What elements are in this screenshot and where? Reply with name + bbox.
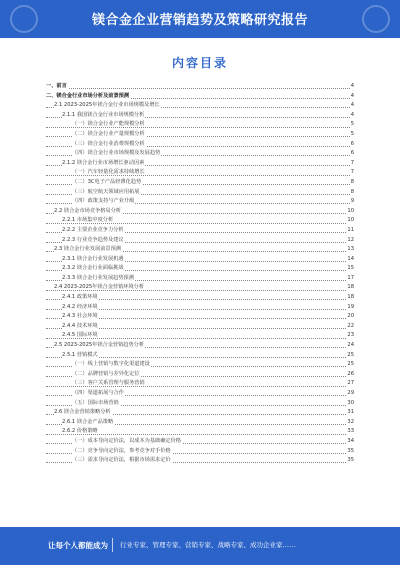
toc-entry[interactable] — [46, 236, 354, 246]
toc-entry-page: 10 — [346, 216, 354, 226]
toc-entry-page: 31 — [346, 408, 354, 418]
toc-entry-title: （二）镁合金行业产量规模分析 — [72, 130, 145, 137]
toc-entry[interactable] — [46, 274, 354, 284]
toc-entry-page: 14 — [346, 255, 354, 265]
toc-entry-title: （四）镁合金行业市场规模及发展趋势 — [72, 150, 161, 157]
toc-entry-title: （一）镁合金行业产能规模分析 — [72, 121, 145, 128]
toc-entry-page: 8 — [350, 188, 354, 198]
toc-entry[interactable] — [46, 178, 354, 188]
toc-entry-title: 2.6.1 镁合金产品策略 — [62, 418, 114, 425]
toc-heading: 内容目录 — [171, 56, 228, 70]
toc-entry[interactable] — [46, 264, 354, 274]
toc-entry-page: 5 — [350, 130, 354, 140]
page-footer — [0, 527, 400, 565]
toc-entry-page: 23 — [346, 331, 354, 341]
toc-entry[interactable] — [46, 207, 354, 217]
toc-entry[interactable] — [46, 303, 354, 313]
toc-entry-title: （二）品牌营销与差异化定位 — [72, 370, 140, 377]
toc-entry-title: （三）镁合金行业消费规模分析 — [72, 140, 145, 147]
toc-entry[interactable] — [46, 322, 354, 332]
toc-entry-title: （三）需求导向定价法，根据市场需求定价 — [72, 457, 171, 464]
toc-entry-page: 35 — [346, 456, 354, 466]
toc-entry[interactable] — [46, 437, 354, 447]
toc-entry-title: 2.2 镁合金市场竞争格局分析 — [54, 207, 121, 214]
toc-entry[interactable] — [46, 159, 354, 169]
report-title: 镁合金企业营销趋势及策略研究报告 — [91, 13, 308, 28]
header-decoration — [362, 5, 390, 33]
toc-entry-page: 34 — [346, 437, 354, 447]
toc-entry-page: 20 — [346, 312, 354, 322]
toc-entry-title: 2.1.2 镁合金行业市场增长驱动因素 — [62, 159, 145, 166]
toc-entry-page: 13 — [346, 245, 354, 255]
toc-entry-title: 一、前言 — [46, 83, 67, 89]
toc-entry-page: 11 — [346, 226, 354, 236]
toc-entry-title: 2.1 2023-2025年镁合金行业市场规模及增长 — [54, 102, 160, 109]
toc-entry-page: 30 — [346, 399, 354, 409]
toc-entry-title: 2.4.5 国际环境 — [62, 332, 98, 339]
toc-entry-page: 27 — [346, 379, 354, 389]
toc-entry-title: （五）国际市场营销 — [72, 399, 119, 406]
toc-entry-page: 7 — [350, 159, 354, 169]
toc-entry-page: 24 — [346, 341, 354, 351]
toc-entry-title: 2.5 2023-2025年镁合金营销趋势分析 — [54, 342, 145, 349]
toc-entry-page: 12 — [346, 236, 354, 246]
toc-entry-title: 2.2.3 行业竞争趋势及建议 — [62, 236, 124, 243]
toc-entry-page: 10 — [346, 207, 354, 217]
toc-entry-title: 2.3.2 镁合金行业面临挑战 — [62, 265, 124, 272]
toc-entry-page: 6 — [350, 149, 354, 159]
toc-entry[interactable] — [46, 399, 354, 409]
toc-entry-title: 2.1.1 我国镁合金行业市场规模分析 — [62, 111, 145, 118]
toc-entry-title: （二）竞争导向定价法，参考竞争对手价格 — [72, 447, 171, 454]
toc-entry-page: 15 — [346, 264, 354, 274]
toc-entry-page: 29 — [346, 389, 354, 399]
toc-entry-title: （一）线上营销与数字化渠道建设 — [72, 361, 150, 368]
toc-entry-title: 2.3.3 镁合金行业发展趋势预测 — [62, 274, 134, 281]
toc-entry[interactable] — [46, 331, 354, 341]
toc-entry[interactable] — [46, 379, 354, 389]
toc-entry-title: 2.5.1 营销模式 — [62, 351, 98, 358]
toc-entry-title: 2.4.4 技术环境 — [62, 322, 98, 329]
toc-entry[interactable] — [46, 216, 354, 226]
toc-entry-title: 2.2.1 市场集中度分析 — [62, 217, 114, 224]
toc-entry-title: （三）航空航天领域应用拓展 — [72, 188, 140, 195]
toc-entry[interactable] — [46, 408, 354, 418]
toc-entry-title: （一）成本导向定价法，以成本为基础确定价格 — [72, 437, 181, 444]
toc-entry-title: 2.4.2 经济环境 — [62, 303, 98, 310]
toc-entry[interactable] — [46, 92, 354, 102]
toc-entry-title: 2.4.3 社会环境 — [62, 313, 98, 320]
toc-entry-page: 26 — [346, 370, 354, 380]
toc-entry-page: 35 — [346, 447, 354, 457]
toc-entry[interactable] — [46, 101, 354, 111]
toc-entry-title: （三）客户关系管理与服务营销 — [72, 380, 145, 387]
toc-entry-page: 7 — [350, 168, 354, 178]
toc-entry-title: 2.4.1 政策环境 — [62, 294, 98, 301]
report-header — [0, 0, 400, 38]
toc-entry[interactable] — [46, 427, 354, 437]
toc-entry-title: 二、镁合金行业市场分析及前景预测 — [46, 92, 130, 99]
toc-entry[interactable] — [46, 130, 354, 140]
toc-entry[interactable] — [46, 447, 354, 457]
toc-entry-title: 2.4 2023-2025年镁合金营销环境分析 — [54, 284, 145, 291]
toc-entry[interactable] — [46, 370, 354, 380]
toc-entry-page: 25 — [346, 360, 354, 370]
toc-entry[interactable] — [46, 389, 354, 399]
toc-entry-page: 18 — [346, 283, 354, 293]
toc-entry[interactable] — [46, 418, 354, 428]
toc-entry[interactable] — [46, 283, 354, 293]
toc-entry-page: 4 — [350, 82, 354, 92]
toc-entry[interactable] — [46, 456, 354, 466]
toc-entry-title: （一）汽车轻量化需求持续增长 — [72, 169, 145, 176]
toc-entry-page: 19 — [346, 303, 354, 313]
toc-entry-page: 22 — [346, 322, 354, 332]
toc-entry-page: 4 — [350, 111, 354, 121]
toc-entry[interactable] — [46, 82, 354, 92]
toc-entry[interactable] — [46, 168, 354, 178]
toc-entry-page: 4 — [350, 92, 354, 102]
toc-entry[interactable] — [46, 341, 354, 351]
toc-entry[interactable] — [46, 226, 354, 236]
toc-entry-page: 18 — [346, 293, 354, 303]
toc-entry-title: （二）3C电子产品轻薄化趋势 — [72, 178, 142, 185]
toc-entry[interactable] — [46, 120, 354, 130]
toc-entry-page: 8 — [350, 178, 354, 188]
toc-entry-title: 2.3 镁合金行业发展前景预测 — [54, 246, 121, 253]
toc-entry-title: 2.3.1 镁合金行业发展机遇 — [62, 255, 124, 262]
toc-entry-title: 2.6 镁合金营销策略分析 — [54, 409, 111, 416]
toc-entry[interactable] — [46, 312, 354, 322]
toc-entry[interactable] — [46, 149, 354, 159]
toc-entry-page: 32 — [346, 418, 354, 428]
toc-entry-page: 33 — [346, 427, 354, 437]
footer-slogan: 让每个人都能成为 — [48, 541, 108, 550]
footer-divider — [112, 538, 113, 552]
toc-entry[interactable] — [46, 293, 354, 303]
toc-entry-title: 2.6.2 价格策略 — [62, 428, 98, 435]
toc-entry-page: 25 — [346, 351, 354, 361]
toc-entry-page: 17 — [346, 274, 354, 284]
toc-entry-page: 9 — [350, 197, 354, 207]
toc-entry[interactable] — [46, 255, 354, 265]
toc-entry-title: （四）渠道拓展与合作 — [72, 390, 124, 396]
toc-entry-page: 5 — [350, 120, 354, 130]
footer-tagline: 行业专家、管理专家、营销专家、战略专家、成功企业家…… — [120, 541, 296, 549]
toc-entry[interactable] — [46, 111, 354, 121]
table-of-contents — [46, 82, 354, 466]
toc-entry-page: 4 — [350, 101, 354, 111]
toc-entry[interactable] — [46, 245, 354, 255]
toc-entry-page: 6 — [350, 140, 354, 150]
toc-entry[interactable] — [46, 140, 354, 150]
toc-entry[interactable] — [46, 188, 354, 198]
toc-entry[interactable] — [46, 351, 354, 361]
toc-entry[interactable] — [46, 360, 354, 370]
toc-entry[interactable] — [46, 197, 354, 207]
toc-entry-title: 2.2.2 主要企业竞争力分析 — [62, 226, 124, 233]
toc-entry-title: （四）政策支持与产业升级 — [72, 198, 135, 205]
